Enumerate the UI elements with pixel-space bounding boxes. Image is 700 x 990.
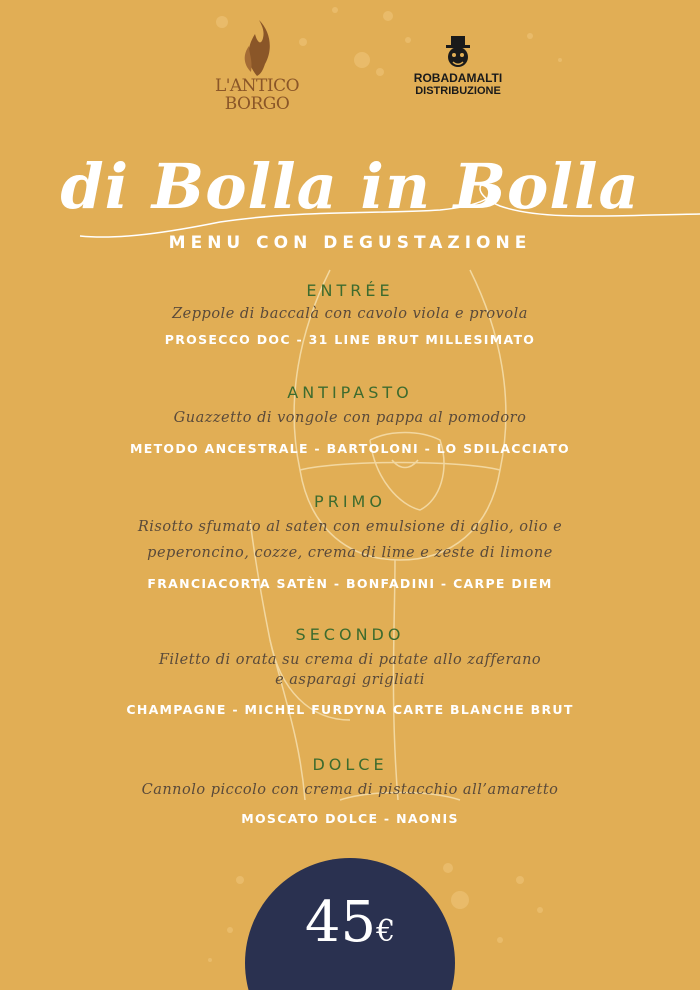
dish-entree-line1: Zeppole di baccalà con cavolo viola e provola <box>172 306 528 322</box>
wine-dolce: MOSCATO DOLCE - NAONIS <box>241 811 459 826</box>
dish-primo-line1: Risotto sfumato al saten con emulsione di aglio, olio e <box>137 519 563 535</box>
section-title-antipasto: ANTIPASTO <box>287 383 413 402</box>
logo-right-line1: ROBADAMALTI <box>413 71 503 85</box>
dish-antipasto-line1: Guazzetto di vongole con pappa al pomodoro <box>173 410 527 426</box>
logo-left-line2: BORGO <box>224 94 290 114</box>
logo-right-line2: DISTRIBUZIONE <box>415 85 501 97</box>
price-amount: 45 <box>304 890 377 955</box>
wine-antipasto: METODO ANCESTRALE - BARTOLONI - LO SDILACCIATO <box>130 441 570 456</box>
wine-primo: FRANCIACORTA SATÈN - BONFADINI - CARPE DIEM <box>147 576 553 591</box>
menu-subtitle: MENU CON DEGUSTAZIONE <box>168 233 532 253</box>
price-currency: € <box>376 914 396 949</box>
logo-left-line1: L'ANTICO <box>214 76 300 96</box>
robadamalti-logo <box>410 36 506 106</box>
price-label <box>245 890 455 955</box>
dish-dolce-line1: Cannolo piccolo con crema di pistacchio all’amaretto <box>141 782 559 798</box>
section-title-dolce: DOLCE <box>312 755 388 774</box>
dish-secondo-line2: e asparagi grigliati <box>275 672 425 688</box>
wine-secondo: CHAMPAGNE - MICHEL FURDYNA CARTE BLANCHE BRUT <box>126 702 574 717</box>
section-title-entree: ENTRÉE <box>306 281 394 300</box>
menu-title: di Bolla in Bolla <box>60 150 640 223</box>
section-title-primo: PRIMO <box>314 492 386 511</box>
top-hat-face-icon <box>441 36 475 70</box>
wine-entree: PROSECCO DOC - 31 LINE BRUT MILLESIMATO <box>164 332 536 347</box>
dish-secondo-line1: Filetto di orata su crema di patate allo zafferano <box>158 652 542 668</box>
dish-primo-line2: peperoncino, cozze, crema di lime e zeste di limone <box>147 545 553 561</box>
section-title-secondo: SECONDO <box>295 625 405 644</box>
antico-borgo-logo <box>212 20 302 120</box>
flame-icon <box>237 20 277 78</box>
